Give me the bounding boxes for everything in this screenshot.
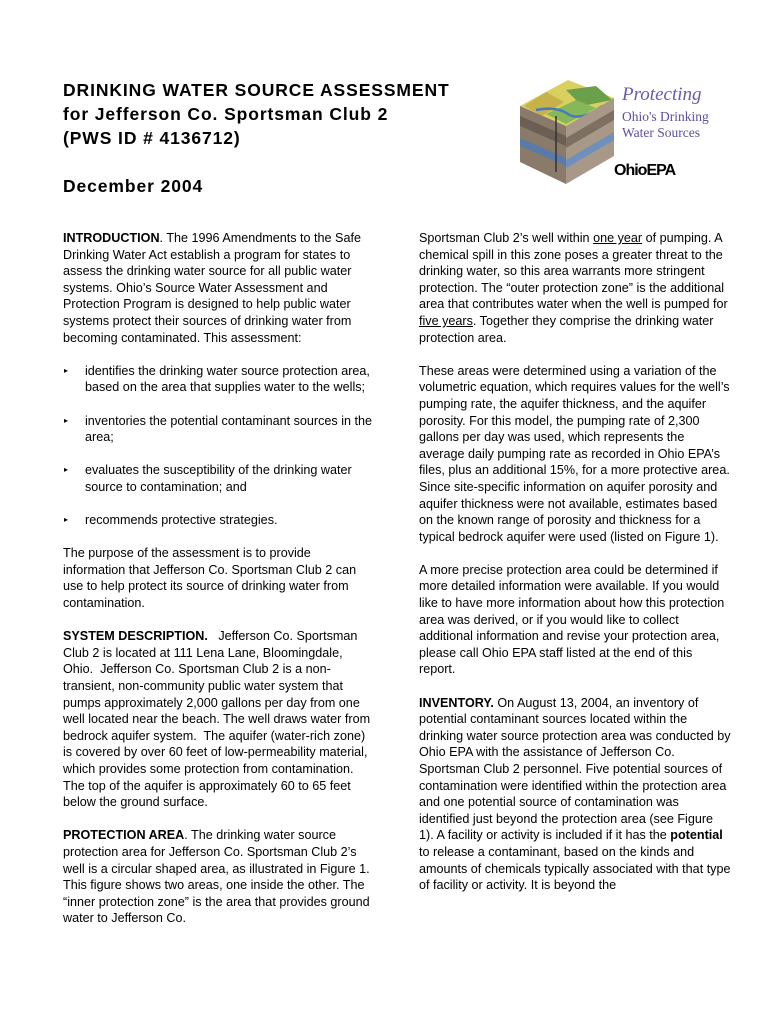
introduction-heading: INTRODUCTION xyxy=(63,231,160,245)
bullet-text: recommends protective strategies. xyxy=(85,513,278,528)
title-line-1: DRINKING WATER SOURCE ASSESSMENT xyxy=(63,80,450,100)
precise-area-paragraph: A more precise protection area could be determined if more detailed information were available. If you would like to have more information about how this protection area was derived, or if you would like to collect additional information and revise your protection area, please call Ohio EPA staff listed at the end of this report. xyxy=(419,562,725,677)
five-years-underlined: five years xyxy=(419,313,473,328)
bullet-icon: ▸ xyxy=(64,415,69,425)
bullet-text: evaluates the susceptibility of the drinking water source to contamination; and xyxy=(85,463,352,494)
introduction-paragraph xyxy=(63,230,375,346)
list-item xyxy=(63,512,375,529)
right-column xyxy=(419,230,731,894)
report-date: December 2004 xyxy=(63,176,204,196)
paragraph-text: . Together they comprise the drinking water protection area. xyxy=(419,313,714,345)
system-description-heading: SYSTEM DESCRIPTION. xyxy=(63,629,208,644)
introduction-text: . The 1996 Amendments to the Safe Drinking Water Act establish a program for states to assess the drinking water source for all public water systems. Ohio’s Source Water Assessment and Protection Program is designed to help public water systems protect their sources of drinking water from becoming contaminated. This assessment: xyxy=(63,231,361,345)
protection-zone-paragraph xyxy=(419,230,731,346)
left-column xyxy=(63,230,375,927)
system-description-paragraph xyxy=(63,628,375,811)
purpose-paragraph: The purpose of the assessment is to provide information that Jefferson Co. Sportsman Club 2 can use to help protect its source of drinking water from contamination. xyxy=(63,546,357,611)
list-item xyxy=(63,363,375,396)
bullet-icon: ▸ xyxy=(64,365,69,375)
protection-area-text: . The drinking water source protection area for Jefferson Co. Sportsman Club 2’s well is a circular shaped area, as illustrated in Figure 1. This figure shows two areas, one inside the other. The “inner protection zone” is the area that provides ground water to Jefferson Co. xyxy=(63,828,370,926)
title-line-2: for Jefferson Co. Sportsman Club 2 xyxy=(63,104,389,124)
protecting-ohio-logo xyxy=(516,76,726,186)
bullet-icon: ▸ xyxy=(64,465,69,475)
volumetric-equation-paragraph: These areas were determined using a variation of the volumetric equation, which requires values for the well’s pumping rate, the aquifer thickness, and the aquifer porosity. For this model, the pumping rate of 2,300 gallons per day was used, which represents the average daily pumping rate as recorded in Ohio EPA’s files, plus an additional 15%, for a more protective area. Since site-specific information on aquifer porosity and aquifer thickness were not available, estimates based on the known range of porosity and thickness for a typical bedrock aquifer were used (listed on Figure 1). xyxy=(419,363,730,544)
logo-line-3: Water Sources xyxy=(622,125,701,140)
title-line-3: (PWS ID # 4136712) xyxy=(63,128,241,148)
bullet-icon: ▸ xyxy=(64,515,69,525)
protection-area-paragraph xyxy=(63,827,375,927)
inventory-text: to release a contaminant, based on the kinds and amounts of chemicals typically associated with that type of facility or activity. It is beyond the xyxy=(419,844,731,893)
paragraph-text: Sportsman Club 2’s well within xyxy=(419,231,594,245)
logo-line-1: Protecting xyxy=(622,84,702,105)
potential-bold: potential xyxy=(670,828,723,843)
paragraph-text: of pumping. A chemical spill in this zone poses a greater threat to the drinking water, so this area warrants more stringent protection. The “outer protection zone” is the additional area that contributes water when the well is pumped for xyxy=(419,231,728,312)
ohio-epa-logo: OhioEPA xyxy=(614,162,676,179)
bullet-text: identifies the drinking water source protection area, based on the area that supplies water to the wells; xyxy=(85,363,370,395)
assessment-bullet-list xyxy=(63,363,375,529)
logo-line-2: Ohio's Drinking xyxy=(622,109,709,124)
list-item xyxy=(63,413,375,446)
list-item xyxy=(63,462,375,495)
one-year-underlined: one year xyxy=(593,231,643,245)
system-description-text: Jefferson Co. Sportsman Club 2 is located at 111 Lena Lane, Bloomingdale, Ohio. Jefferson Co. Sportsman Club 2 is a non-transient, non-community public water system that pumps approximately 2,000 gallons per day from one well located near the beach. The well draws water from bedrock aquifer system. The aquifer (water-rich zone) is covered by over 60 feet of low-permeability material, which provides some protection from contamination. The top of the aquifer is approximately 60 to 65 feet below the ground surface. xyxy=(63,629,374,810)
bullet-text: inventories the potential contaminant sources in the area; xyxy=(85,413,373,445)
inventory-text: On August 13, 2004, an inventory of potential contaminant sources located within the drinking water source protection area was conducted by Ohio EPA with the assistance of Jefferson Co. Sportsman Club 2 personnel. Five potential sources of contamination were identified within the protection area and one potential source of contamination was identified just beyond the protection area (see Figure 1). A facility or activity is included if it has the xyxy=(419,695,731,843)
document-title xyxy=(63,78,503,150)
inventory-heading: INVENTORY. xyxy=(419,695,494,710)
protection-area-heading: PROTECTION AREA xyxy=(63,828,185,843)
inventory-paragraph xyxy=(419,695,731,894)
landscape-block-icon xyxy=(516,76,616,186)
